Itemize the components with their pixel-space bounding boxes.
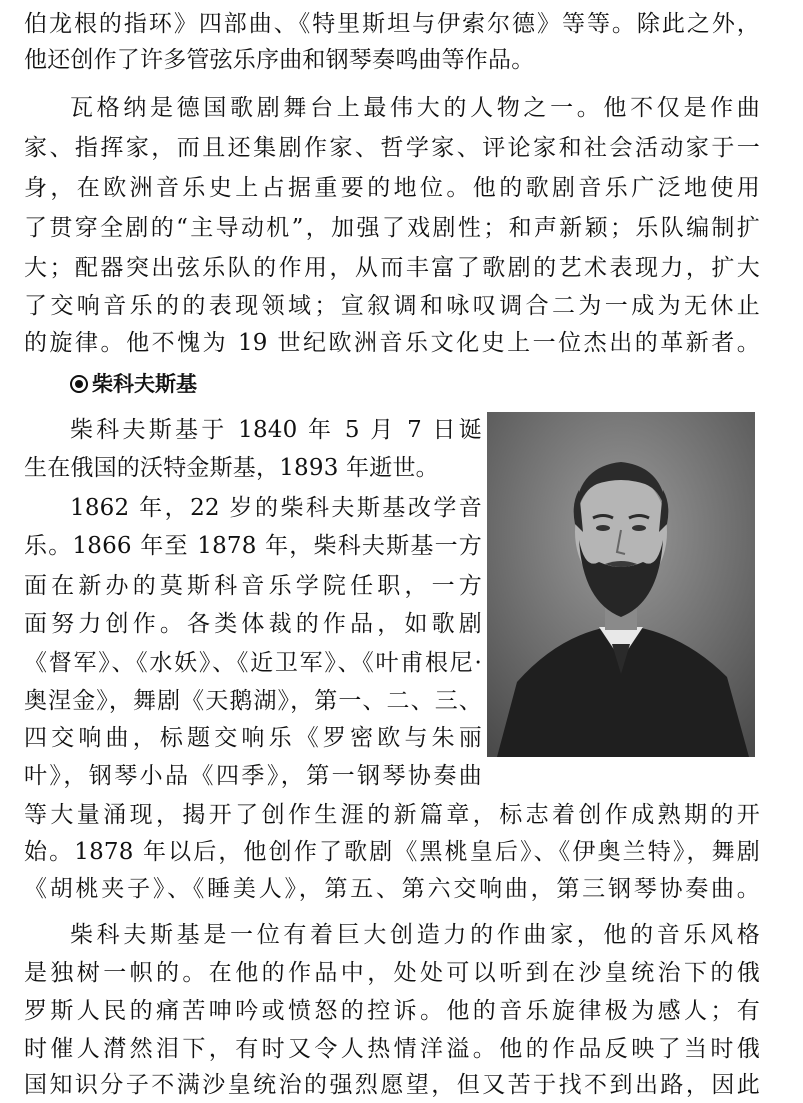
text-line: 身，在欧洲音乐史上占据重要的地位。他的歌剧音乐广泛地使用 [24, 175, 760, 201]
text-line: 家、指挥家，而且还集剧作家、哲学家、评论家和社会活动家于一 [24, 135, 760, 161]
section-heading-text: 柴科夫斯基 [92, 372, 197, 396]
text-line: 了贯穿全剧的“主导动机”，加强了戏剧性；和声新颖；乐队编制扩 [24, 215, 760, 241]
text-line: 面在新办的莫斯科音乐学院任职，一方 [24, 573, 482, 599]
text-line: 四交响曲，标题交响乐《罗密欧与朱丽 [24, 725, 482, 751]
text-line: 《胡桃夹子》、《睡美人》，第五、第六交响曲，第三钢琴协奏曲。 [24, 876, 760, 902]
text-line: 他还创作了许多管弦乐序曲和钢琴奏鸣曲等作品。 [24, 47, 535, 73]
text-line: 是独树一帜的。在他的作品中，处处可以听到在沙皇统治下的俄 [24, 960, 760, 986]
text-line: 柴科夫斯基是一位有着巨大创造力的作曲家，他的音乐风格 [70, 922, 760, 948]
text-line: 乐。1866 年至 1878 年，柴科夫斯基一方 [24, 533, 482, 559]
text-line: 奥涅金》，舞剧《天鹅湖》，第一、二、三、 [24, 688, 482, 714]
portrait-photo [487, 412, 755, 757]
text-line: 始。1878 年以后，他创作了歌剧《黑桃皇后》、《伊奥兰特》，舞剧 [24, 839, 760, 865]
text-line: 罗斯人民的痛苦呻吟或愤怒的控诉。他的音乐旋律极为感人；有 [24, 998, 760, 1024]
photo-caption-strip [487, 757, 755, 779]
text-line: 伯龙根的指环》四部曲、《特里斯坦与伊索尔德》等等。除此之外， [24, 11, 760, 37]
text-line: 瓦格纳是德国歌剧舞台上最伟大的人物之一。他不仅是作曲 [70, 95, 760, 121]
text-line: 叶》，钢琴小品《四季》，第一钢琴协奏曲 [24, 763, 482, 789]
text-line: 生在俄国的沃特金斯基，1893 年逝世。 [24, 455, 439, 481]
portrait-photo-icon [487, 412, 755, 757]
text-line: 《督军》、《水妖》、《近卫军》、《叶甫根尼· [24, 650, 482, 676]
text-line: 等大量涌现，揭开了创作生涯的新篇章，标志着创作成熟期的开 [24, 802, 760, 828]
text-line: 柴科夫斯基于 1840 年 5 月 7 日诞 [70, 417, 482, 443]
bullet-circle-icon [70, 375, 88, 393]
text-line: 1862 年，22 岁的柴科夫斯基改学音 [70, 495, 482, 521]
text-line: 大；配器突出弦乐队的作用，从而丰富了歌剧的艺术表现力，扩大 [24, 255, 760, 281]
text-line: 的旋律。他不愧为 19 世纪欧洲音乐文化史上一位杰出的革新者。 [24, 330, 760, 356]
section-heading [70, 366, 197, 402]
text-line: 面努力创作。各类体裁的作品，如歌剧 [24, 611, 482, 637]
text-line: 了交响音乐的的表现领域；宣叙调和咏叹调合二为一成为无休止 [24, 293, 760, 319]
text-line: 时催人潸然泪下，有时又令人热情洋溢。他的作品反映了当时俄 [24, 1036, 760, 1062]
text-line: 国知识分子不满沙皇统治的强烈愿望，但又苦于找不到出路，因此 [24, 1072, 760, 1098]
